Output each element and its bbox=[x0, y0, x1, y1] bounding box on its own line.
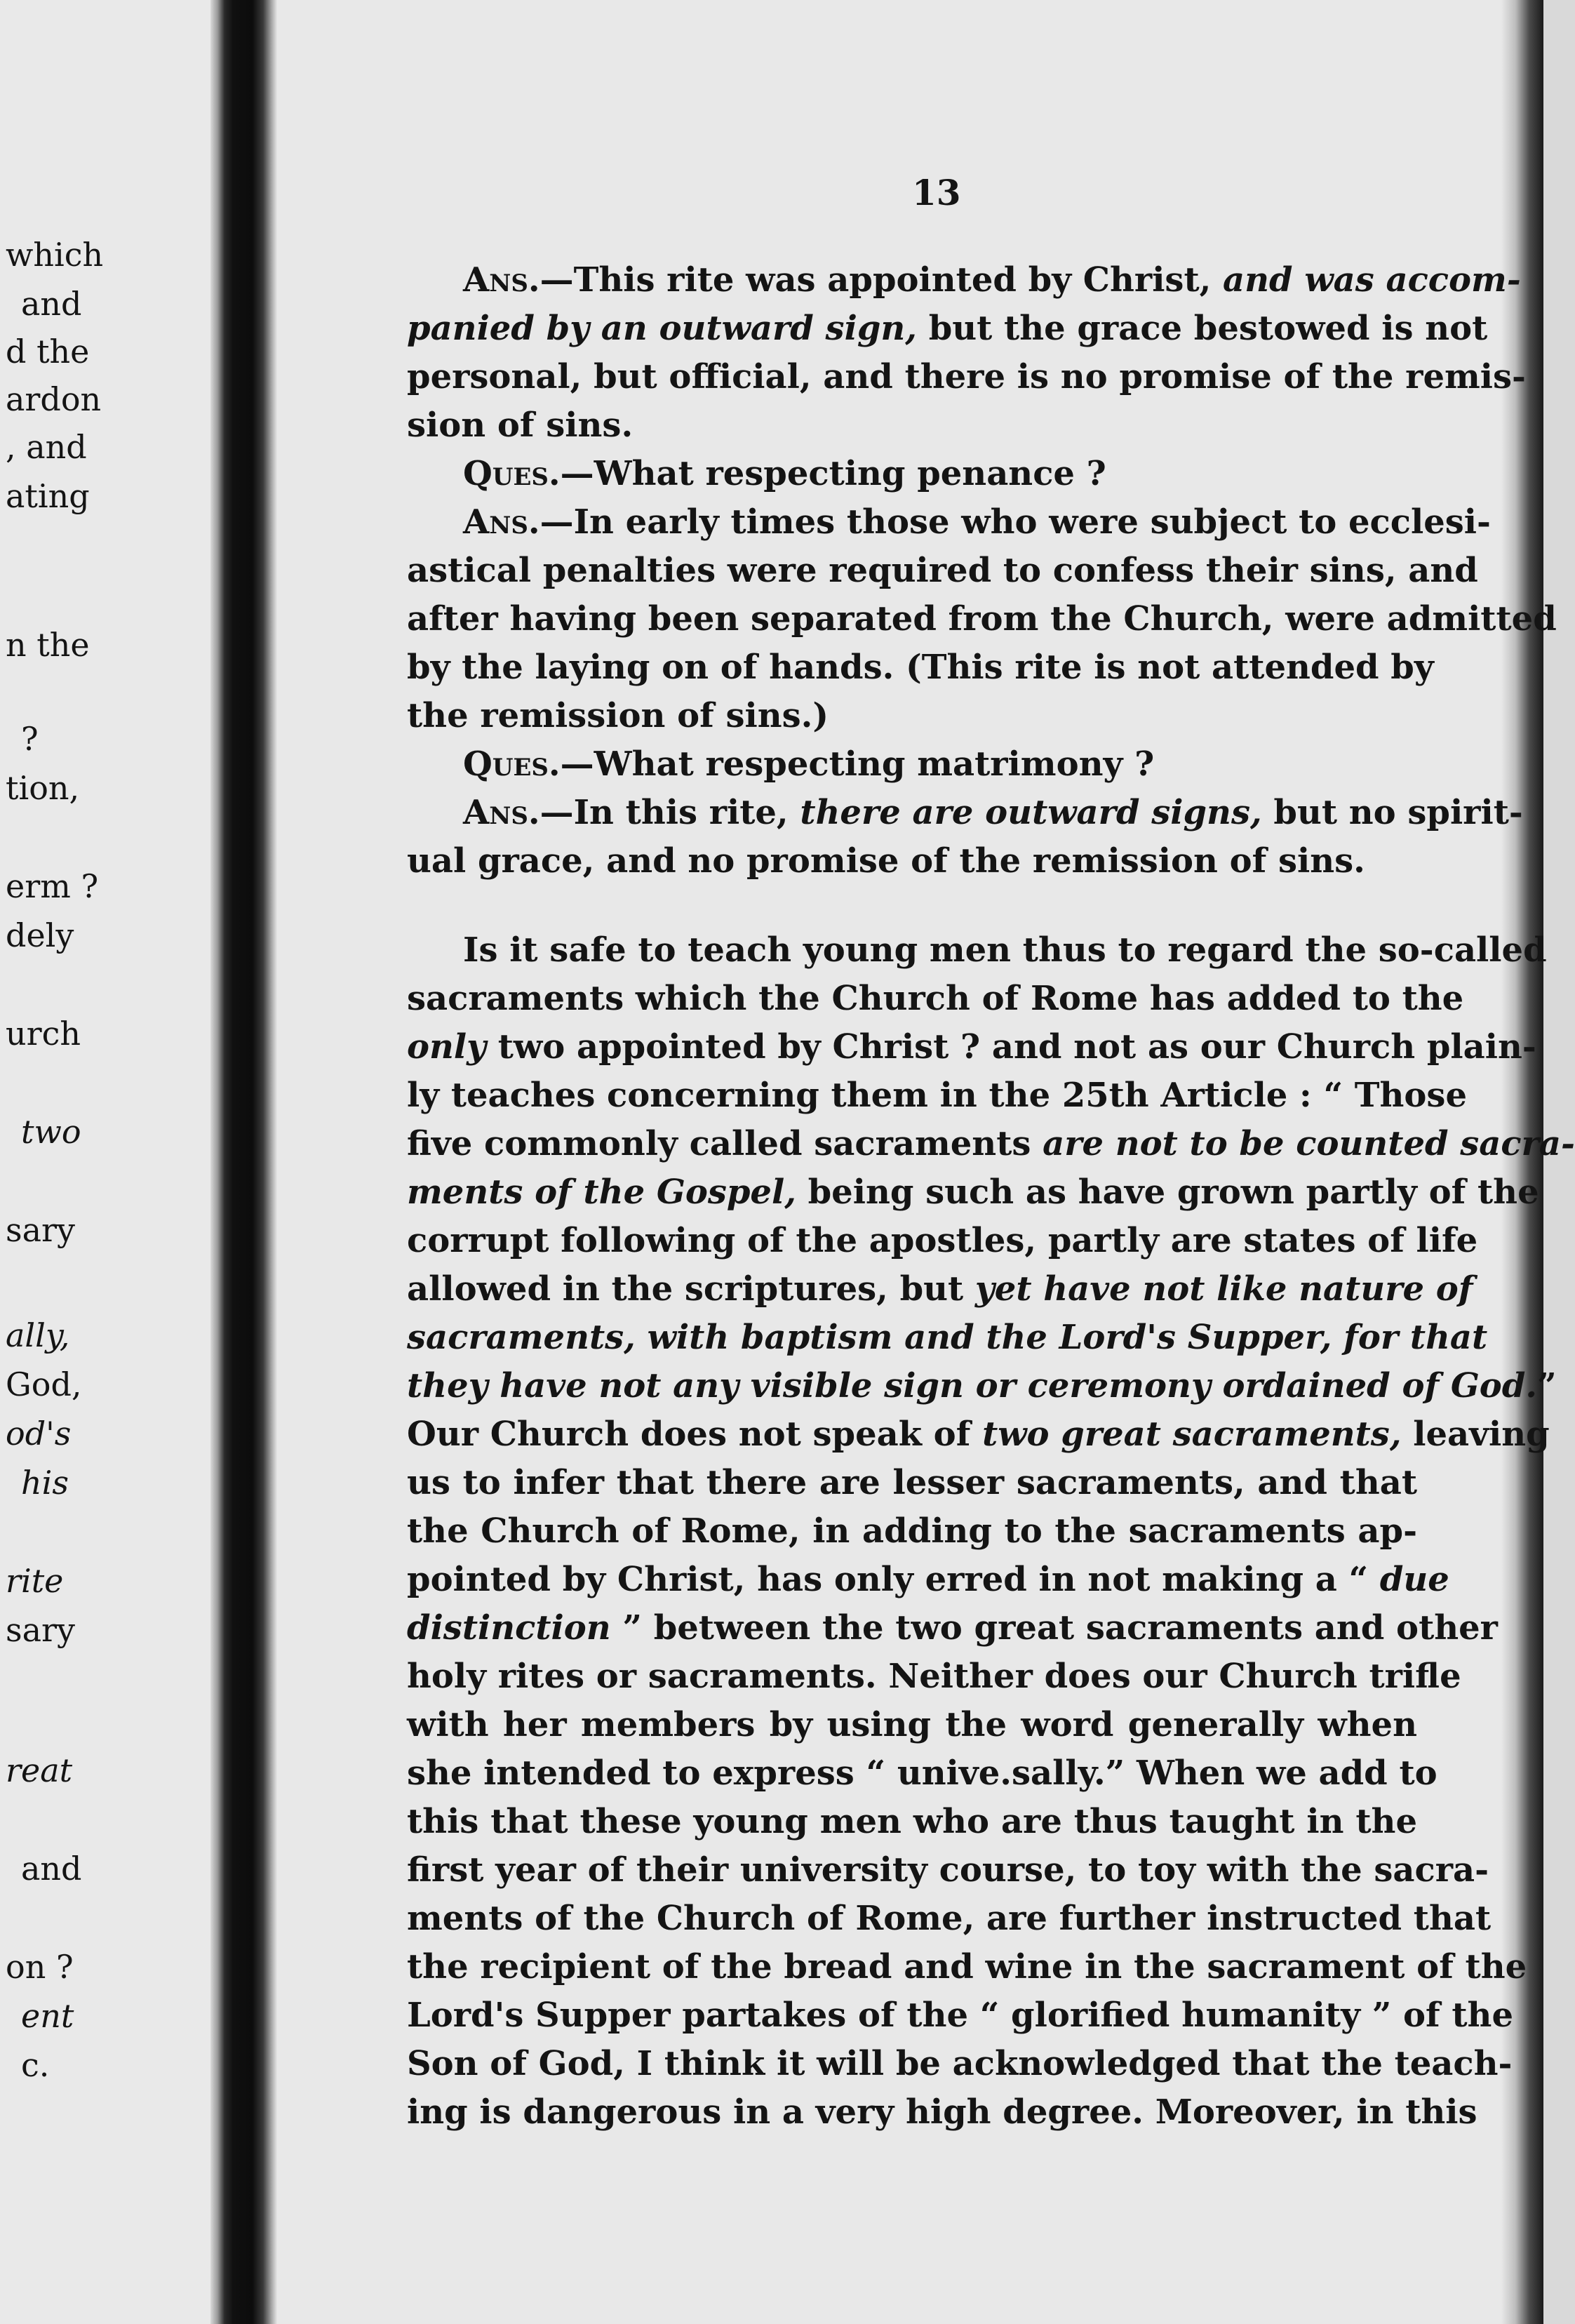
text-line bbox=[407, 450, 1417, 498]
text-line bbox=[407, 547, 1478, 595]
text-run: leaving bbox=[1401, 1415, 1550, 1454]
text-run: pointed by Christ, has only erred in not making a “ bbox=[407, 1560, 1380, 1599]
text-line bbox=[407, 837, 1417, 886]
left-page-text-fragment: and bbox=[21, 285, 82, 323]
page-number: 13 bbox=[912, 172, 961, 213]
italic-text: due bbox=[1379, 1560, 1449, 1599]
text-run: holy rites or sacraments. Neither does our Church trifle bbox=[407, 1657, 1461, 1696]
left-page-text-fragment: ating bbox=[6, 477, 90, 515]
left-page-text-fragment: his bbox=[21, 1464, 69, 1502]
text-line bbox=[407, 1846, 1489, 1895]
text-line bbox=[407, 1410, 1550, 1459]
left-page-text-fragment: rite bbox=[6, 1562, 64, 1600]
text-line bbox=[407, 2088, 1477, 2137]
left-page-text-fragment: ? bbox=[21, 720, 39, 758]
text-run: with her members by using the word generally when bbox=[407, 1705, 1417, 1744]
left-page-text-fragment: n the bbox=[6, 626, 90, 664]
italic-text: distinction bbox=[407, 1608, 611, 1648]
text-run: ” bbox=[1537, 1366, 1557, 1405]
left-page-text-fragment: urch bbox=[6, 1015, 81, 1053]
text-line bbox=[407, 305, 1488, 353]
text-line bbox=[407, 1749, 1437, 1798]
left-page-text-fragment: two bbox=[21, 1113, 81, 1151]
text-line bbox=[407, 1943, 1527, 1991]
text-line bbox=[407, 498, 1491, 547]
text-run: this that these young men who are thus taught in the bbox=[407, 1802, 1417, 1841]
text-run: ual grace, and no promise of the remission of sins. bbox=[407, 841, 1365, 881]
text-run: —This rite was appointed by Christ, bbox=[539, 260, 1224, 300]
text-run: us to infer that there are lesser sacraments, and that bbox=[407, 1463, 1417, 1502]
text-line bbox=[407, 1604, 1498, 1652]
text-run: —What respecting penance ? bbox=[560, 454, 1106, 493]
text-run: ments of the Church of Rome, are further instructed that bbox=[407, 1899, 1492, 1938]
text-line bbox=[407, 1895, 1492, 1943]
text-line bbox=[407, 1556, 1449, 1604]
text-line bbox=[407, 1217, 1478, 1265]
text-line bbox=[407, 1798, 1417, 1846]
text-run: two appointed by Christ ? and not as our Church plain- bbox=[486, 1027, 1536, 1067]
text-line bbox=[407, 353, 1526, 401]
text-run: first year of their university course, to toy with the sacra- bbox=[407, 1850, 1489, 1890]
text-run: the remission of sins.) bbox=[407, 696, 829, 735]
text-run: by the laying on of hands. (This rite is not attended by bbox=[407, 648, 1434, 687]
left-page-text-fragment: c. bbox=[21, 2046, 50, 2084]
left-page-text-fragment: sary bbox=[6, 1211, 76, 1249]
speaker-label: Ans. bbox=[463, 260, 540, 300]
text-run: sacraments which the Church of Rome has added to the bbox=[407, 979, 1464, 1018]
left-page-text-fragment: ally, bbox=[6, 1316, 70, 1354]
left-page-text-fragment: sary bbox=[6, 1611, 76, 1649]
text-run: but the grace bestowed is not bbox=[916, 309, 1488, 348]
left-page-text-fragment: , and bbox=[6, 428, 87, 466]
text-run: Our Church does not speak of bbox=[407, 1415, 983, 1454]
text-line bbox=[407, 1314, 1488, 1362]
text-line bbox=[407, 1168, 1539, 1217]
text-line bbox=[407, 256, 1521, 305]
text-line bbox=[407, 926, 1547, 975]
left-page-fragment bbox=[0, 0, 210, 2324]
text-line bbox=[407, 692, 1417, 740]
text-run: astical penalties were required to confess their sins, and bbox=[407, 551, 1478, 590]
text-run: five commonly called sacraments bbox=[407, 1124, 1043, 1163]
speaker-label: Ans. bbox=[463, 793, 540, 832]
text-line bbox=[407, 975, 1464, 1023]
text-run: corrupt following of the apostles, partly are states of life bbox=[407, 1221, 1478, 1260]
italic-text: are not to be counted sacra- bbox=[1043, 1124, 1575, 1163]
speaker-label: Ans. bbox=[463, 502, 540, 542]
text-line bbox=[407, 1652, 1461, 1701]
text-run: —In early times those who were subject to ecclesi- bbox=[539, 502, 1491, 542]
left-page-text-fragment: which bbox=[6, 236, 104, 274]
paragraph-gap bbox=[407, 886, 1417, 926]
italic-text: sacraments, with baptism and the Lord's Supper, for that bbox=[407, 1318, 1488, 1357]
left-page-text-fragment: reat bbox=[6, 1751, 73, 1789]
text-line bbox=[407, 1701, 1417, 1749]
text-line bbox=[407, 1023, 1536, 1071]
text-run: ly teaches concerning them in the 25th Article : “ Those bbox=[407, 1076, 1467, 1115]
text-run: —In this rite, bbox=[539, 793, 800, 832]
text-run: —What respecting matrimony ? bbox=[560, 744, 1155, 784]
text-line bbox=[407, 1071, 1467, 1120]
text-line bbox=[407, 401, 1417, 450]
left-page-text-fragment: ardon bbox=[6, 380, 102, 418]
italic-text: and was accom- bbox=[1223, 260, 1521, 300]
left-page-text-fragment: and bbox=[21, 1850, 82, 1888]
text-run: after having been separated from the Church, were admitted bbox=[407, 599, 1557, 639]
text-run: she intended to express “ unive.sally.” When we add to bbox=[407, 1754, 1437, 1793]
text-line bbox=[407, 1120, 1575, 1168]
italic-text: ments of the Gospel, bbox=[407, 1173, 796, 1212]
italic-text: yet have not like nature of bbox=[974, 1269, 1473, 1309]
italic-text: only bbox=[407, 1027, 487, 1067]
text-run: sion of sins. bbox=[407, 406, 634, 445]
left-page-text-fragment: od's bbox=[6, 1415, 72, 1452]
left-page-text-fragment: on ? bbox=[6, 1948, 74, 1986]
text-run: but no spirit- bbox=[1261, 793, 1523, 832]
text-line bbox=[407, 1991, 1513, 2040]
left-page-text-fragment: tion, bbox=[6, 769, 80, 807]
speaker-label: Ques. bbox=[463, 454, 561, 493]
text-run: the Church of Rome, in adding to the sacraments ap- bbox=[407, 1511, 1417, 1551]
body-text bbox=[407, 256, 1575, 2137]
text-line bbox=[407, 2040, 1513, 2088]
text-run: personal, but official, and there is no promise of the remis- bbox=[407, 357, 1526, 396]
left-page-text-fragment: d the bbox=[6, 333, 90, 370]
text-run: allowed in the scriptures, but bbox=[407, 1269, 975, 1309]
text-line bbox=[407, 643, 1434, 692]
text-line bbox=[407, 740, 1417, 789]
text-line bbox=[407, 595, 1557, 643]
text-run: ” between the two great sacraments and other bbox=[610, 1608, 1498, 1648]
left-page-text-fragment: ent bbox=[21, 1997, 74, 2035]
text-line bbox=[407, 789, 1523, 837]
italic-text: there are outward signs, bbox=[800, 793, 1262, 832]
text-run: being such as have grown partly of the bbox=[796, 1173, 1539, 1212]
left-page-text-fragment: dely bbox=[6, 916, 74, 954]
text-line bbox=[407, 1265, 1473, 1314]
text-run: Son of God, I think it will be acknowledged that the teach- bbox=[407, 2044, 1513, 2083]
text-line bbox=[407, 1459, 1417, 1507]
text-run: the recipient of the bread and wine in the sacrament of the bbox=[407, 1947, 1527, 1986]
book-gutter bbox=[210, 0, 277, 2324]
italic-text: two great sacraments, bbox=[982, 1415, 1402, 1454]
text-run: Lord's Supper partakes of the “ glorified humanity ” of the bbox=[407, 1996, 1513, 2035]
text-run: Is it safe to teach young men thus to regard the so-called bbox=[463, 930, 1547, 970]
left-page-text-fragment: God, bbox=[6, 1365, 82, 1403]
italic-text: panied by an outward sign, bbox=[407, 309, 917, 348]
text-run: ing is dangerous in a very high degree. Moreover, in this bbox=[407, 2092, 1477, 2132]
text-line bbox=[407, 1362, 1557, 1410]
speaker-label: Ques. bbox=[463, 744, 561, 784]
left-page-text-fragment: erm ? bbox=[6, 867, 99, 905]
italic-text: they have not any visible sign or ceremony ordained of God. bbox=[407, 1366, 1538, 1405]
text-line bbox=[407, 1507, 1417, 1556]
